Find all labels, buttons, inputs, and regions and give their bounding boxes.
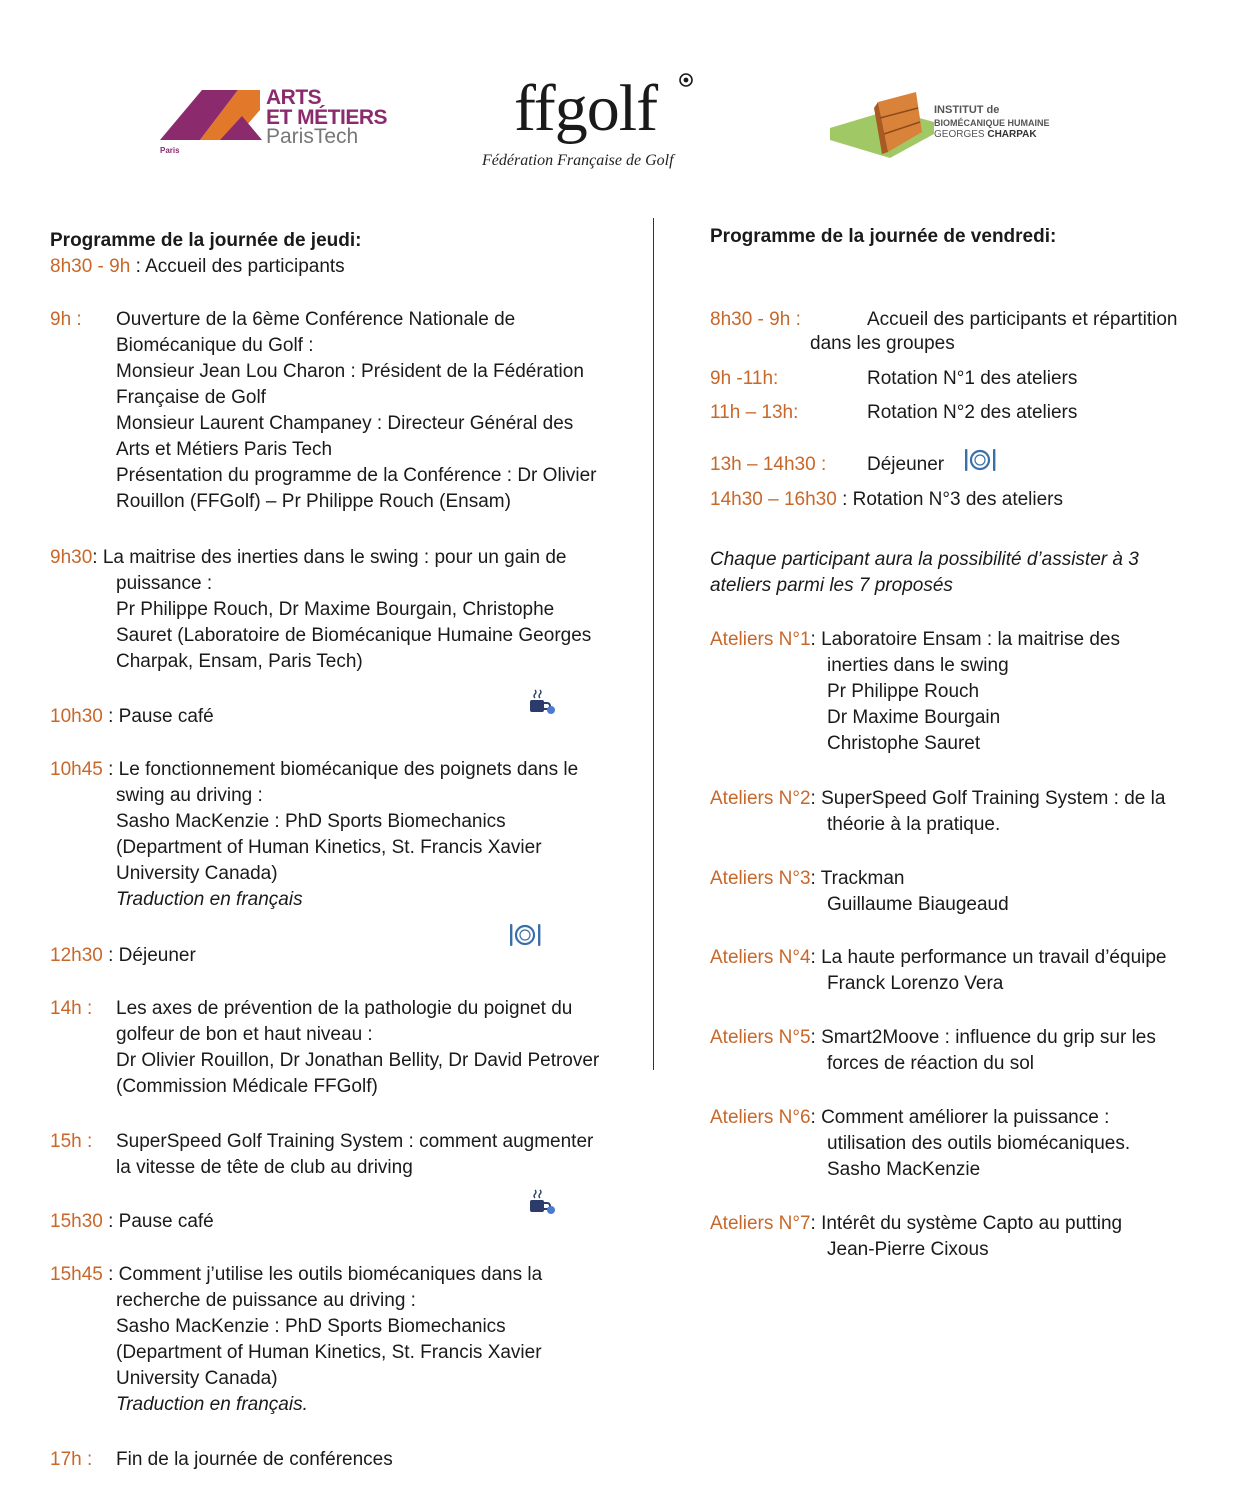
ffgolf-logo	[470, 70, 730, 180]
jeudi-item-2-text: puissance : Pr Philippe Rouch, Dr Maxime Bourgain, Christophe Sauret (Laboratoire de Biomécanique Humaine Georges Charpak, Ensam, Paris Tech)	[116, 573, 592, 672]
atelier-label: Ateliers N°1	[710, 629, 811, 650]
time-label: 17h :	[50, 1449, 93, 1470]
jeudi-item-6-text: Les axes de prévention de la pathologie du poignet du golfeur de bon et haut niveau : Dr Olivier Rouillon, Dr Jonathan Bellity, Dr David Petrover (Commission Médicale FFGolf)	[116, 998, 600, 1097]
time-label: 14h :	[50, 998, 93, 1019]
ffgolf-wordmark: ffgolf	[514, 72, 658, 145]
jeudi-item-5: 12h30 : Déjeuner	[50, 945, 196, 966]
plate-cutlery-icon	[963, 447, 997, 473]
jeudi-title: Programme de la journée de jeudi:	[50, 230, 362, 251]
time-label: 11h – 13h:	[710, 402, 799, 423]
jeudi-item-8: 15h30 : Pause café	[50, 1211, 214, 1232]
jeudi-item-9: 15h45 : Comment j’utilise les outils biomécaniques dans la	[50, 1264, 543, 1285]
jeudi-item-10-text: Fin de la journée de conférences	[116, 1449, 393, 1470]
vendredi-schedule-4: 14h30 – 16h30 : Rotation N°3 des ateliers	[710, 489, 1064, 510]
plate-cutlery-icon	[508, 922, 542, 948]
jeudi-item-3: 10h30 : Pause café	[50, 706, 214, 727]
am-line1: ARTS ET MÉTIERS	[266, 86, 388, 129]
atelier-label: Ateliers N°2	[710, 788, 811, 809]
time-label: 9h :	[50, 309, 82, 330]
time-label: 9h -11h:	[710, 368, 779, 389]
jeudi-item-2: 9h30: La maitrise des inerties dans le swing : pour un gain de	[50, 547, 567, 568]
atelier-6: Ateliers N°6: Comment améliorer la puissance :	[710, 1107, 1110, 1128]
am-line3: ParisTech	[266, 125, 359, 148]
jeudi-item-7-text: SuperSpeed Golf Training System : comment augmenter la vitesse de tête de club au driving	[116, 1131, 594, 1178]
ffgolf-subtitle: Fédération Française de Golf	[482, 152, 674, 169]
atelier-2: Ateliers N°2: SuperSpeed Golf Training System : de la	[710, 788, 1166, 809]
time-label: 13h – 14h30 :	[710, 454, 827, 475]
ib-line2: BIOMÉCANIQUE HUMAINE	[934, 118, 1050, 128]
ib-line3: GEORGES CHARPAK	[934, 129, 1037, 140]
atelier-3: Ateliers N°3: Trackman	[710, 868, 905, 889]
am-paris-label: Paris	[160, 146, 180, 155]
jeudi-item-0: 8h30 - 9h : Accueil des participants	[50, 256, 345, 277]
atelier-4: Ateliers N°4: La haute performance un travail d’équipe	[710, 947, 1167, 968]
vendredi-schedule-0-cont: dans les groupes	[810, 333, 955, 354]
arts-et-metiers-logo	[160, 88, 410, 158]
time-label: 15h45	[50, 1264, 103, 1285]
time-label: 10h30	[50, 706, 103, 727]
vendredi-schedule-2: Rotation N°2 des ateliers	[867, 402, 1078, 423]
atelier-7: Ateliers N°7: Intérêt du système Capto au putting	[710, 1213, 1123, 1234]
column-divider	[653, 218, 654, 1070]
vendredi-schedule-3: Déjeuner	[867, 454, 945, 475]
coffee-icon	[527, 688, 557, 718]
time-label: 8h30 - 9h :	[710, 309, 801, 330]
institut-building-mark	[830, 88, 934, 168]
jeudi-item-1-text: Ouverture de la 6ème Conférence Nationale de Biomécanique du Golf : Monsieur Jean Lou Charon : Président de la Fédération Française de Golf Monsieur Laurent Champaney : Directeur Général des Arts et Métiers Paris Tech Présentation du programme de la Conférence : Dr Olivier Rouillon (FFGolf) – Pr Philippe Rouch (Ensam)	[116, 309, 597, 512]
time-label: 15h :	[50, 1131, 93, 1152]
vendredi-schedule-1: Rotation N°1 des ateliers	[867, 368, 1078, 389]
ib-line1: INSTITUT de	[934, 104, 1000, 116]
atelier-1-text: inerties dans le swing Pr Philippe Rouch Dr Maxime Bourgain Christophe Sauret	[827, 655, 1009, 754]
registered-mark-icon	[678, 72, 694, 88]
vendredi-title: Programme de la journée de vendredi:	[710, 226, 1057, 247]
time-label: 14h30 – 16h30	[710, 489, 837, 510]
time-label: 15h30	[50, 1211, 103, 1232]
atelier-3-text: Guillaume Biaugeaud	[827, 894, 1009, 915]
atelier-6-text: utilisation des outils biomécaniques. Sasho MacKenzie	[827, 1133, 1131, 1180]
atelier-1: Ateliers N°1: Laboratoire Ensam : la maitrise des	[710, 629, 1120, 650]
atelier-7-text: Jean-Pierre Cixous	[827, 1239, 989, 1260]
vendredi-note: Chaque participant aura la possibilité d’assister à 3 ateliers parmi les 7 proposés	[710, 549, 1139, 596]
institut-biomecanique-logo	[830, 88, 1070, 168]
atelier-4-text: Franck Lorenzo Vera	[827, 973, 1004, 994]
atelier-label: Ateliers N°3	[710, 868, 811, 889]
coffee-icon	[527, 1188, 557, 1218]
jeudi-item-4-text: swing au driving : Sasho MacKenzie : PhD Sports Biomechanics (Department of Human Kinetics, St. Francis Xavier University Canada) Traduction en français	[116, 785, 542, 910]
time-label: 10h45	[50, 759, 103, 780]
atelier-label: Ateliers N°7	[710, 1213, 811, 1234]
atelier-label: Ateliers N°6	[710, 1107, 811, 1128]
atelier-5: Ateliers N°5: Smart2Moove : influence du grip sur les	[710, 1027, 1156, 1048]
atelier-5-text: forces de réaction du sol	[827, 1053, 1035, 1074]
time-label: 8h30 - 9h	[50, 256, 131, 277]
jeudi-item-4: 10h45 : Le fonctionnement biomécanique des poignets dans le	[50, 759, 579, 780]
vendredi-schedule-0: Accueil des participants et répartition	[867, 309, 1178, 330]
atelier-label: Ateliers N°5	[710, 1027, 811, 1048]
time-label: 12h30	[50, 945, 103, 966]
time-label: 9h30	[50, 547, 93, 568]
jeudi-item-9-text: recherche de puissance au driving : Sasho MacKenzie : PhD Sports Biomechanics (Department of Human Kinetics, St. Francis Xavier University Canada) Traduction en français.	[116, 1290, 542, 1415]
atelier-label: Ateliers N°4	[710, 947, 811, 968]
atelier-2-text: théorie à la pratique.	[827, 814, 1001, 835]
